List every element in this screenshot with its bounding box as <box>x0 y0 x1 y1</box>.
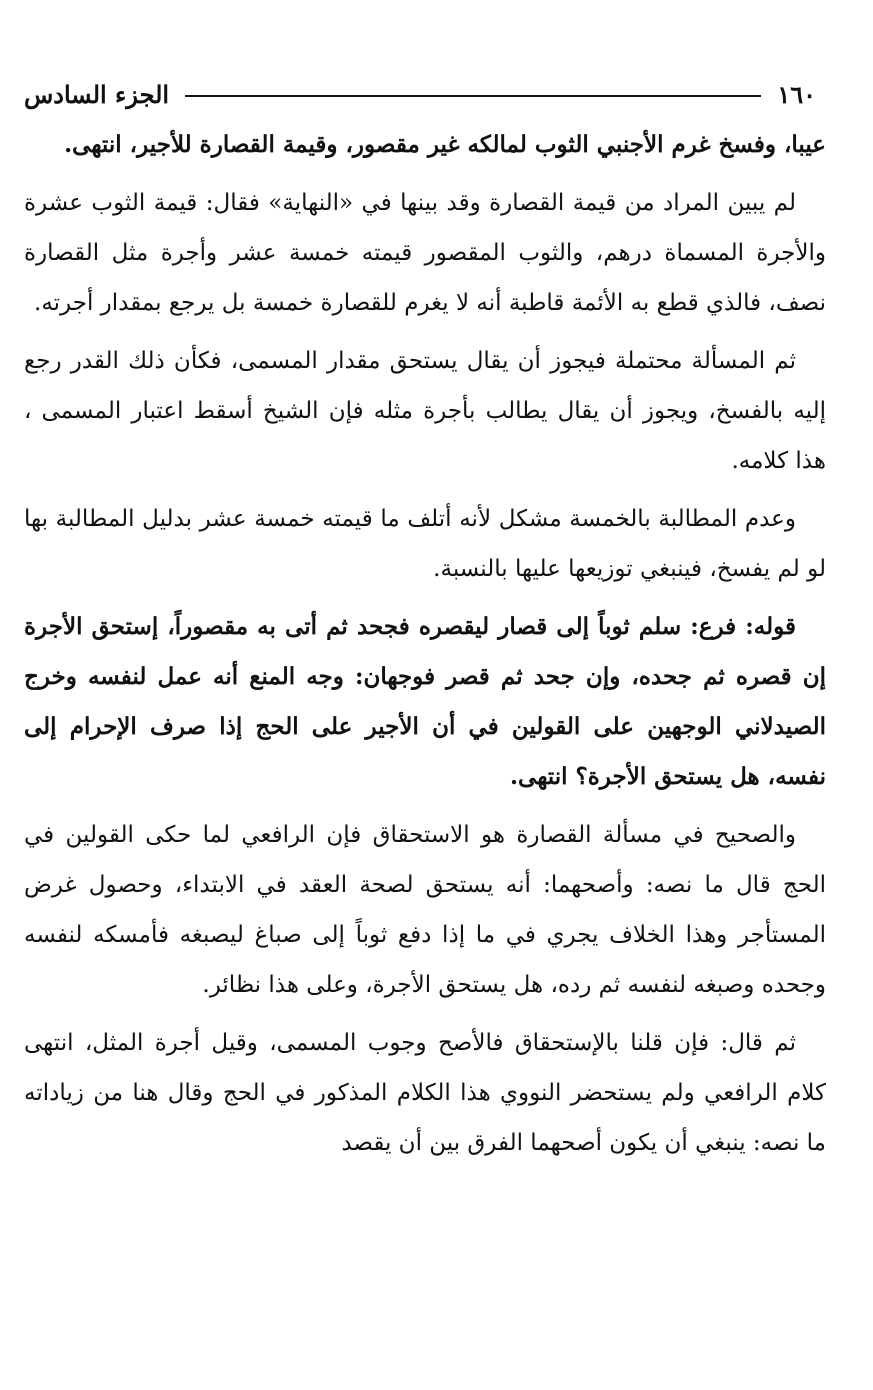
paragraph-3: ثم المسألة محتملة فيجوز أن يقال يستحق مقدار المسمى، فكأن ذلك القدر رجع إليه بالفسخ، ويجوز أن يقال يطالب بأجرة مثله فإن الشيخ أسقط اعتبار المسمى ، هذا كلامه. <box>24 348 826 474</box>
paragraph-4: وعدم المطالبة بالخمسة مشكل لأنه أتلف ما قيمته خمسة عشر بدليل المطالبة بها لو لم يفسخ، فينبغي توزيعها عليها بالنسبة. <box>24 506 826 582</box>
page-header <box>24 70 826 118</box>
paragraph-7: ثم قال: فإن قلنا بالإستحقاق فالأصح وجوب المسمى، وقيل أجرة المثل، انتهى كلام الرافعي ولم يستحضر النووي هذا الكلام المذكور في الحج وقال هنا من زياداته ما نصه: ينبغي أن يكون أصحهما الفرق بين أن يقصد <box>24 1030 826 1156</box>
paragraph-5: قوله: فرع: سلم ثوباً إلى قصار ليقصره فجحد ثم أتى به مقصوراً، إستحق الأجرة إن قصره ثم جحده، وإن جحد ثم قصر فوجهان: وجه المنع أنه عمل لنفسه وخرج الصيدلاني الوجهين على القولين في أن الأجير على الحج إذا صرف الإحرام إلى نفسه، هل يستحق الأجرة؟ انتهى. <box>24 613 826 790</box>
header-rule <box>185 95 761 97</box>
page-number: ١٦٠ <box>777 79 816 109</box>
chapter-title: الجزء السادس <box>24 79 170 109</box>
paragraph-2: لم يبين المراد من قيمة القصارة وقد بينها في «النهاية» فقال: قيمة الثوب عشرة والأجرة المسماة درهم، والثوب المقصور قيمته خمسة عشر وأجرة مثل القصارة نصف، فالذي قطع به الأئمة قاطبة أنه لا يغرم للقصارة خمسة بل يرجع بمقدار أجرته. <box>24 190 826 316</box>
document-page <box>24 70 826 1176</box>
paragraph-1: عيبا، وفسخ غرم الأجنبي الثوب لمالكه غير مقصور، وقيمة القصارة للأجير، انتهى. <box>64 131 826 158</box>
paragraph-6: والصحيح في مسألة القصارة هو الاستحقاق فإن الرافعي لما حكى القولين في الحج قال ما نصه: وأصحهما: أنه يستحق لصحة العقد في الابتداء، وحصول غرض المستأجر وهذا الخلاف يجري في ما إذا دفع ثوباً إلى صباغ ليصبغه فأمسكه لنفسه وجحده وصبغه لنفسه ثم رده، هل يستحق الأجرة، وعلى هذا نظائر. <box>24 822 826 998</box>
